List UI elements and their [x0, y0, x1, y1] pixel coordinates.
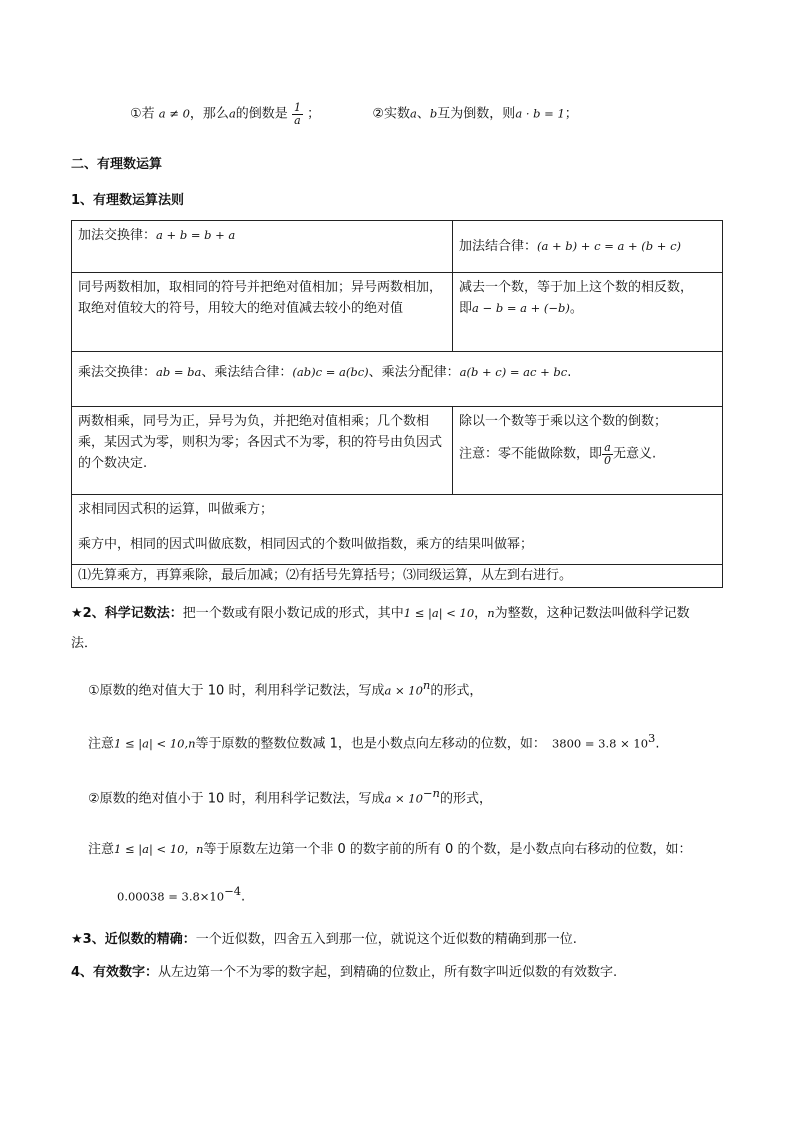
- cell-line: 求相同因式积的运算，叫做乘方；: [78, 502, 274, 517]
- addition-commutative-cell: [72, 221, 453, 273]
- note-end: .: [241, 889, 246, 905]
- table-row: [72, 565, 723, 588]
- cell-label: 加法交换律：: [78, 228, 157, 243]
- cell-line: [459, 442, 716, 466]
- intro-item1-mid: ，那么: [189, 106, 229, 122]
- approx-text: 一个近似数，四舍五入到那一位，就说这个近似数的精确到那一位.: [195, 932, 577, 947]
- note-text: 等于原数左边第一个非 0 的数字前的所有 0 的个数，是小数点向右移动的位数，如：: [203, 842, 692, 857]
- note-condition: 1 ≤ |a| < 10: [114, 736, 185, 751]
- intro-item2-formula: a · b = 1: [515, 106, 565, 121]
- cell-label: 加法结合律：: [459, 239, 538, 254]
- note-fraction: [602, 442, 613, 466]
- sci-item-end: 的形式，: [439, 791, 492, 807]
- section-title: 二、有理数运算: [71, 157, 163, 172]
- cell-formula: (a + b) + c = a + (b + c): [537, 239, 682, 253]
- note-exp: 3: [648, 731, 656, 745]
- intro-item2-text: 互为倒数，则: [437, 106, 516, 122]
- table-row: [72, 273, 723, 352]
- fraction-denominator: 0: [604, 453, 612, 467]
- cell-formula: a − b = a + (−b): [472, 301, 570, 315]
- operation-order-cell: ⑴先算乘方，再算乘除，最后加减；⑵有括号先算括号；⑶同级运算，从左到右进行。: [72, 565, 723, 588]
- intro-item1-fraction: [292, 102, 303, 126]
- sci-note2-example: [117, 884, 245, 904]
- sci-item-form: a × 10: [384, 791, 423, 806]
- intro-item2-sep: 、: [416, 106, 430, 122]
- intro-item1-prefix: ①若: [130, 106, 155, 122]
- note-prefix: 注意: [88, 842, 115, 857]
- sci-notation-title: ★2、科学记数法：: [71, 606, 183, 621]
- cell-line: [459, 298, 716, 319]
- table-row: [72, 221, 723, 273]
- sci-condition: 1 ≤ |a| < 10: [403, 606, 475, 620]
- sig-title: 4、有效数字：: [71, 965, 159, 980]
- sci-item-text: ①原数的绝对值大于 10 时，利用科学记数法，写成: [88, 683, 385, 699]
- intro-item2-b: b: [429, 106, 438, 121]
- sci-desc: 为整数，这种记数法叫做科学记数: [494, 606, 690, 621]
- addition-rule-cell: 同号两数相加，取相同的符号并把绝对值相加；异号两数相加，取绝对值较大的符号，用较大的绝对值减去较小的绝对值: [72, 273, 453, 352]
- subsection-title: 1、有理数运算法则: [71, 193, 185, 208]
- fraction-denominator: a: [294, 113, 301, 127]
- multiplication-rule-cell: 两数相乘，同号为正，异号为负，并把绝对值相乘；几个数相乘，某因式为零，则积为零；各因式不为零，积的符号由负因式的个数决定.: [72, 407, 453, 495]
- sci-desc: 法．: [71, 636, 98, 651]
- table-row: [72, 495, 723, 565]
- multiplication-laws-cell: [72, 352, 723, 407]
- note-prefix: 注意: [88, 736, 115, 752]
- cell-formula: (ab)c = a(bc): [292, 365, 369, 379]
- cell-end: .: [567, 365, 572, 380]
- sci-desc: ，: [474, 606, 488, 621]
- intro-item1-end: ；: [307, 106, 321, 122]
- table-row: [72, 352, 723, 407]
- intro-item1-text: 的倒数是: [235, 106, 288, 122]
- cell-prefix: 注意：零不能做除数，即: [459, 446, 603, 462]
- approx-title: ★3、近似数的精确：: [71, 932, 196, 947]
- note-text: 等于原数的整数位数减 1，也是小数点向左移动的位数，如：: [195, 736, 546, 752]
- cell-label: 、乘法结合律：: [201, 365, 293, 380]
- sci-item-text: ②原数的绝对值小于 10 时，利用科学记数法，写成: [88, 791, 385, 807]
- addition-associative-cell: [453, 221, 723, 273]
- intro-item2-a: a: [410, 106, 417, 121]
- sci-item-end: 的形式，: [430, 683, 483, 699]
- note-condition: 1 ≤ |a| < 10: [114, 842, 185, 856]
- note-example: 0.00038 = 3.8×10: [117, 889, 225, 904]
- table-row: [72, 407, 723, 495]
- sci-desc: 把一个数或有限小数记成的形式，其中: [182, 606, 404, 621]
- sig-text: 从左边第一个不为零的数字起，到精确的位数止，所有数字叫近似数的有效数字.: [158, 965, 618, 980]
- sci-item-exp: −n: [422, 786, 440, 800]
- sci-note1: [88, 731, 660, 751]
- note-n: ，n: [184, 842, 204, 856]
- cell-line: 减去一个数，等于加上这个数的相反数，: [459, 280, 694, 295]
- intro-item2-end: ；: [564, 106, 578, 122]
- cell-label: 、乘法分配律：: [368, 365, 460, 380]
- sci-notation-paragraph: [71, 598, 731, 659]
- intro-item1-cond: a ≠ 0: [158, 106, 190, 121]
- subtraction-rule-cell: [453, 273, 723, 352]
- approx-paragraph: [71, 928, 577, 947]
- sci-item1: [88, 678, 482, 698]
- cell-formula: a + b = b + a: [156, 228, 236, 242]
- fraction-numerator: a: [602, 442, 613, 455]
- sci-item-exp: n: [422, 678, 431, 692]
- intro-item2-prefix: ②实数: [372, 106, 411, 122]
- cell-label: 乘法交换律：: [78, 365, 157, 380]
- power-definition-cell: [72, 495, 723, 565]
- cell-end: 无意义.: [613, 446, 657, 462]
- sig-paragraph: [71, 961, 617, 980]
- cell-prefix: 即: [459, 301, 473, 316]
- intro-item1-a: a: [228, 106, 236, 121]
- note-end: .: [655, 736, 660, 752]
- cell-formula: ab = ba: [156, 365, 202, 379]
- note-n: ,n: [184, 736, 196, 751]
- note-example: 3800 = 3.8 × 10: [551, 736, 649, 751]
- fraction-numerator: 1: [293, 101, 301, 114]
- cell-end: 。: [569, 301, 583, 316]
- cell-line: 除以一个数等于乘以这个数的倒数；: [459, 414, 668, 429]
- division-rule-cell: [453, 407, 723, 495]
- intro-line: [130, 102, 578, 126]
- sci-item-form: a × 10: [384, 683, 423, 698]
- sci-item2: [88, 786, 492, 806]
- cell-formula: a(b + c) = ac + bc: [459, 365, 568, 379]
- note-exp: −4: [224, 884, 242, 898]
- sci-note2: [88, 838, 691, 857]
- cell-line: 乘方中，相同的因式叫做底数，相同因式的个数叫做指数，乘方的结果叫做幂；: [78, 537, 534, 552]
- sci-n: n: [487, 606, 495, 620]
- rules-table: [71, 220, 723, 588]
